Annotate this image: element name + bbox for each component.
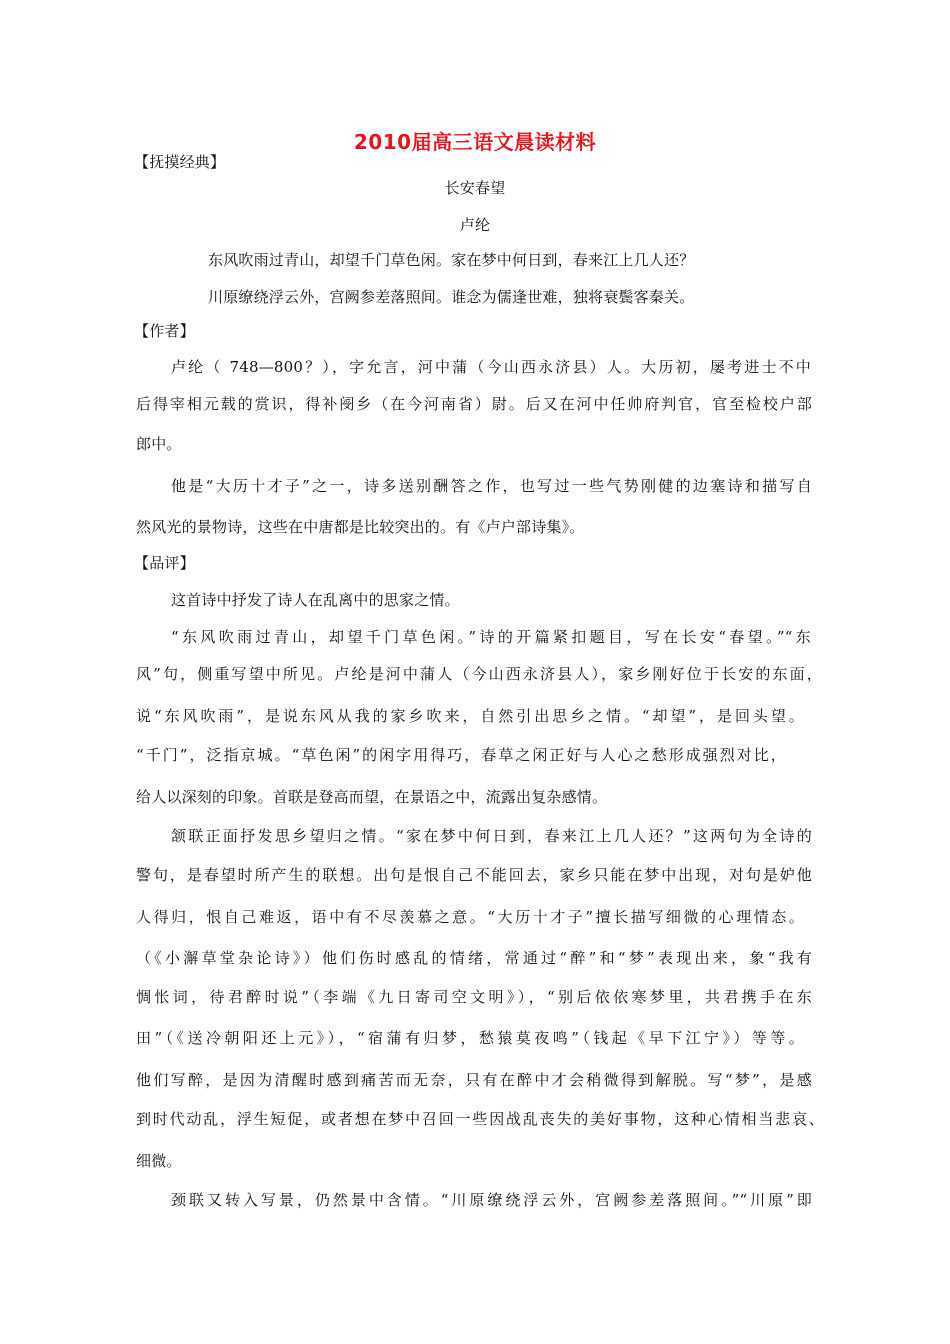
paragraph-line: 说“东风吹雨”，是说东风从我的家乡吹来，自然引出思乡之情。“却望”，是回头望。 bbox=[136, 707, 804, 725]
paragraph-line: 到时代动乱，浮生短促，或者想在梦中召回一些因战乱丧失的美好事物，这种心情相当悲哀、 bbox=[136, 1110, 824, 1128]
paragraph-line: 颈联又转入写景，仍然景中含情。“川原缭绕浮云外，宫阙参差落照间。”“川原”即 bbox=[171, 1191, 812, 1209]
paragraph-line: 卢纶（ 748—800？），字允言，河中蒲（今山西永济县）人。大历初，屡考进士不中 bbox=[171, 358, 811, 376]
paragraph-line: 颔联正面抒发思乡望归之情。“家在梦中何日到，春来江上几人还？”这两句为全诗的 bbox=[171, 827, 812, 845]
paragraph-line: 给人以深刻的印象。首联是登高而望，在景语之中，流露出复杂感情。 bbox=[136, 788, 608, 806]
section-heading-classic: 【抚摸经典】 bbox=[134, 153, 226, 171]
paragraph-line: “千门”，泛指京城。“草色闲”的闲字用得巧，春草之闲正好与人心之愁形成强烈对比， bbox=[136, 746, 786, 764]
section-heading-review: 【品评】 bbox=[134, 554, 195, 572]
paragraph-line: 这首诗中抒发了诗人在乱离中的思家之情。 bbox=[171, 591, 460, 609]
paragraph-line: 田”（《送冷朝阳还上元》），“宿蒲有归梦，愁猿莫夜鸣”（钱起《早下江宁》）等等。 bbox=[136, 1029, 804, 1047]
paragraph-line: 郎中。 bbox=[136, 435, 182, 453]
poem-line-1: 东风吹雨过青山，却望千门草色闲。家在梦中何日到，春来江上几人还？ bbox=[208, 251, 695, 269]
paragraph-line: 惆怅词，待君醉时说”（李端《九日寄司空文明》），“别后依依寒梦里，共君携手在东 bbox=[136, 988, 812, 1006]
paragraph-line: 风”句，侧重写望中所见。卢纶是河中蒲人（今山西永济县人），家乡刚好位于长安的东面， bbox=[136, 665, 822, 683]
paragraph-line: （《小澥草堂杂论诗》）他们伤时感乱的情绪，常通过“醉”和“梦”表现出来，象“我有 bbox=[136, 949, 812, 967]
section-heading-author: 【作者】 bbox=[134, 322, 195, 340]
paragraph-line: 警句，是春望时所产生的联想。出句是恨自己不能回去，家乡只能在梦中出现，对句是妒他 bbox=[136, 866, 812, 884]
paragraph-line: “东风吹雨过青山，却望千门草色闲。”诗的开篇紧扣题目，写在长安“春望。”“东 bbox=[171, 628, 811, 646]
poem-author: 卢纶 bbox=[459, 216, 491, 234]
paragraph-line: 后得宰相元载的赏识，得补阌乡（在今河南省）尉。后又在河中任帅府判官，官至检校户部 bbox=[136, 395, 812, 413]
paragraph-line: 人得归，恨自己难返，语中有不尽羡慕之意。“大历十才子”擅长描写细微的心理情态。 bbox=[136, 908, 804, 926]
poem-line-2: 川原缭绕浮云外，宫阙参差落照间。谁念为儒逢世难，独将衰鬓客秦关。 bbox=[208, 288, 695, 306]
paragraph-line: 然风光的景物诗，这些在中唐都是比较突出的。有《卢户部诗集》。 bbox=[136, 518, 585, 536]
document-title: 2010届高三语文晨读材料 bbox=[353, 130, 597, 154]
poem-title: 长安春望 bbox=[444, 179, 506, 197]
paragraph-line: 细微。 bbox=[136, 1152, 182, 1170]
paragraph-line: 他们写醉，是因为清醒时感到痛苦而无奈，只有在醉中才会稍微得到解脱。写“梦”，是感 bbox=[136, 1071, 812, 1089]
paragraph-line: 他是“大历十才子”之一，诗多送别酬答之作，也写过一些气势刚健的边塞诗和描写自 bbox=[171, 477, 812, 495]
